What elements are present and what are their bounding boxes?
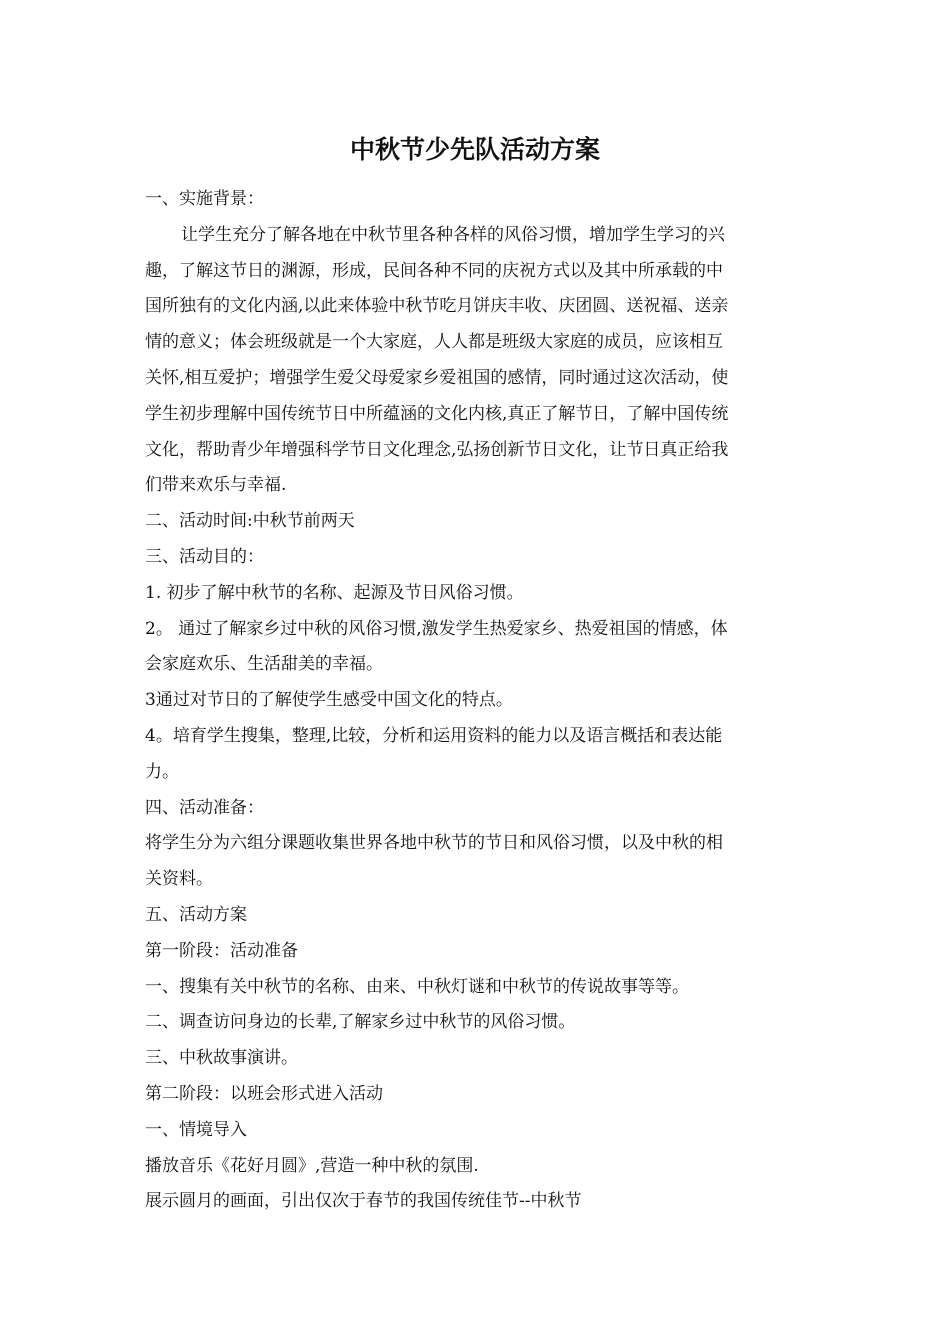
body-line: 学生初步理解中国传统节日中所蕴涵的文化内核,真正了解节日，了解中国传统 <box>145 403 729 424</box>
body-line: 情的意义；体会班级就是一个大家庭，人人都是班级大家庭的成员，应该相互 <box>145 332 723 353</box>
body-line: 第一阶段：活动准备 <box>145 940 298 961</box>
body-line: 趣，了解这节日的渊源，形成，民间各种不同的庆祝方式以及其中所承载的中 <box>145 260 723 281</box>
body-line: 关资料。 <box>145 869 213 890</box>
body-line: 3通过对节日的了解使学生感受中国文化的特点。 <box>145 690 513 711</box>
document-body <box>145 182 815 1220</box>
body-line: 会家庭欢乐、生活甜美的幸福。 <box>145 654 383 675</box>
body-line: 们带来欢乐与幸福. <box>145 475 287 496</box>
body-line: 2。 通过了解家乡过中秋的风俗习惯,激发学生热爱家乡、热爱祖国的情感，体 <box>145 618 728 639</box>
body-line: 三、中秋故事演讲。 <box>145 1048 298 1069</box>
body-line: 一、搜集有关中秋节的名称、由来、中秋灯谜和中秋节的传说故事等等。 <box>145 976 689 997</box>
body-line: 关怀,相互爱护；增强学生爱父母爱家乡爱祖国的感情，同时通过这次活动，使 <box>145 367 729 388</box>
body-line: 四、活动准备： <box>145 797 264 818</box>
body-line: 二、调查访问身边的长辈,了解家乡过中秋节的风俗习惯。 <box>145 1012 576 1033</box>
body-line: 将学生分为六组分课题收集世界各地中秋节的节日和风俗习惯，以及中秋的相 <box>145 833 723 854</box>
body-line: 1. 初步了解中秋节的名称、起源及节日风俗习惯。 <box>145 582 524 603</box>
body-line: 五、活动方案 <box>145 904 247 925</box>
body-line: 第二阶段：以班会形式进入活动 <box>145 1083 383 1104</box>
body-line: 力。 <box>145 761 179 782</box>
body-line: 一、实施背景： <box>145 189 264 209</box>
body-line: 展示圆月的画面，引出仅次于春节的我国传统佳节--中秋节 <box>145 1191 582 1212</box>
body-line: 三、活动目的： <box>145 546 264 567</box>
body-line: 国所独有的文化内涵,以此来体验中秋节吃月饼庆丰收、庆团圆、送祝福、送亲 <box>145 296 729 317</box>
body-line: 二、活动时间:中秋节前两天 <box>145 511 355 532</box>
body-line: 让学生充分了解各地在中秋节里各种各样的风俗习惯，增加学生学习的兴 <box>181 224 725 245</box>
body-line: 文化，帮助青少年增强科学节日文化理念,弘扬创新节日文化，让节日真正给我 <box>145 439 729 460</box>
document-title: 中秋节少先队活动方案 <box>349 135 600 164</box>
body-line: 4。培育学生搜集，整理,比较，分析和运用资料的能力以及语言概括和表达能 <box>145 725 723 746</box>
body-line: 播放音乐《花好月圆》,营造一种中秋的氛围. <box>145 1155 479 1176</box>
body-line: 一、情境导入 <box>145 1119 247 1140</box>
